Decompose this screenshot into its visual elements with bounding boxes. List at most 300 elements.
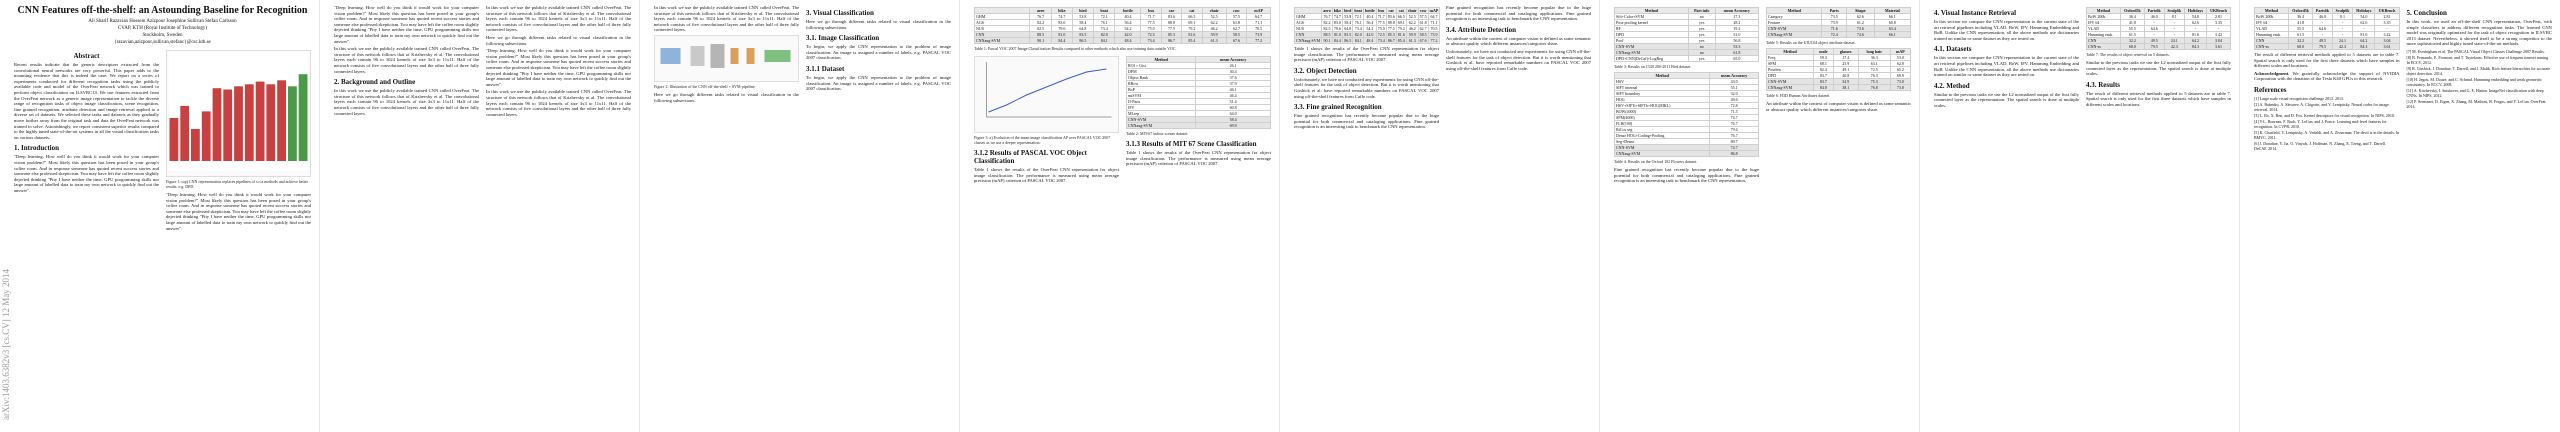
table-cell: 70.5 xyxy=(1428,26,1440,32)
table-cell: 49.5 xyxy=(2144,38,2164,44)
table-header-cell: bottle xyxy=(1364,8,1375,13)
table-cell: 40.8 xyxy=(1833,73,1858,79)
results-voc-text: Table 1 shows the results of the OverFeat CNN representation for object image classification. The performance is measured using mean average precision (mAP) criterion of PASCAL VOC 2007. xyxy=(974,167,1119,184)
table-cell: CNN xyxy=(1295,32,1322,38)
table-header-cell: Method xyxy=(1767,8,1822,14)
table-header-cell: Method xyxy=(2087,8,2121,14)
table-cell: 26.1 xyxy=(1196,63,1271,69)
reference-item: [11] A. Krizhevsky, I. Sutskever, and G. E. Hinton. ImageNet classification with deep CNNs. In NIPS, 2012. xyxy=(2406,87,2544,98)
table-header-cell: Sculp6k xyxy=(2164,8,2184,14)
figure-1-bar xyxy=(234,86,243,161)
table-6-caption: Table 6: H3D Human Attributes dataset. xyxy=(1766,93,1831,98)
table-cell: 86.5 xyxy=(1344,38,1352,43)
table-row xyxy=(1295,38,1440,44)
table-cell: 64.8 xyxy=(1344,26,1352,31)
table-cell: 62.7 xyxy=(1419,26,1427,31)
table-cell: 55.5 xyxy=(2289,26,2313,32)
table-cell: 8.1 xyxy=(2332,14,2353,20)
page-3-text-a: In this work we use the publicly available trained CNN called OverFeat. The structure of this network follows that of Krizhevsky et al. The convolutional layers each contain 96 to 1024 kernels of size 3x3 to 11x11. Half of the network consists of five convolutional layers and the other half of three fully connected layers. xyxy=(654,5,799,33)
attribute-text: An attribute within the context of computer vision is defined as some semantic or abstract quality which different instances/categories share. xyxy=(1446,35,1591,47)
table-cell: 51.0 xyxy=(1715,32,1758,38)
table-cell: 34.9 xyxy=(1833,79,1858,85)
table-header-cell: Paris6k xyxy=(2313,8,2333,14)
table-cell: 85.4 xyxy=(1397,38,1405,43)
reference-item: [9] R. Girshick, J. Donahue, T. Darrell, and J. Malik. Rich feature hierarchies for accurate object detection. 2014. xyxy=(2406,65,2551,76)
table-header-cell: mean Accuracy xyxy=(1196,57,1271,63)
table-cell: 58.5 xyxy=(1419,32,1427,37)
table-header-cell: Method xyxy=(1615,8,1689,14)
table-cell: 77.5 xyxy=(1141,20,1161,26)
table-header-cell: Oxford5k xyxy=(2289,8,2313,14)
table-cell: 88.8 xyxy=(1161,20,1181,26)
table-cell: 66.5 xyxy=(1397,14,1405,19)
pipeline-svm-block xyxy=(765,50,791,62)
table-cell: 58.5 xyxy=(1226,32,1246,38)
table-cell: 82.5 xyxy=(1323,26,1331,31)
background-heading: 2. Background and Outline xyxy=(334,78,416,87)
table-cell: 51.4 xyxy=(1196,99,1271,105)
paper-title: CNN Features off-the-shelf: an Astounding Baseline for Recognition xyxy=(17,5,308,16)
table-cell: 40.4 xyxy=(1115,14,1141,20)
table-cell: 71.5 xyxy=(1710,109,1759,115)
figure-1-bar xyxy=(191,129,200,161)
page-2-text-e: "Deep learning. How well do you think it would work for your computer vision problem?" Most likely this question has been posed in your group's coffee room. And in response someone has quoted recent success stories and someone else professed skepticism. You may have left the coffee room slightly dejected thinking "Pity I have neither the time, GPU programming skills nor large amount of labelled data to train my own network to quickly find out the answer". xyxy=(486,48,631,87)
table-cell: 46.2 xyxy=(1406,26,1418,32)
object-detection-heading: 3.2. Object Detection xyxy=(1294,66,1357,75)
table-cell: 54.2 xyxy=(1115,26,1141,32)
table-cell: 41.8 xyxy=(2120,20,2144,26)
table-cell: 67.6 xyxy=(1419,38,1427,43)
table-cell: - xyxy=(2313,20,2333,26)
table-header-cell: bus xyxy=(1378,8,1385,13)
table-cell: 3.61 xyxy=(2207,44,2231,50)
table-cell: - xyxy=(2144,20,2164,26)
results4-heading: 4.3. Results xyxy=(2086,80,2121,89)
table-cell: IFV 64 xyxy=(2255,20,2289,26)
table-cell: 73.4 xyxy=(1093,26,1115,32)
table-cell: 69.0 xyxy=(1196,123,1271,129)
table-cell: Dense HOG+Coding+Pooling xyxy=(1615,133,1710,139)
references-list-a xyxy=(2254,96,2400,151)
table-cell: 83.5 xyxy=(1072,32,1093,38)
figure-1-bar xyxy=(288,86,297,161)
table-cell: 86.7 xyxy=(1161,38,1181,44)
table-cell: 64.0 xyxy=(1196,111,1271,117)
table-cell: CNN xyxy=(2087,38,2121,44)
figure-3 xyxy=(974,56,1119,133)
table-cell: 60.8 xyxy=(1196,105,1271,111)
table-cell: yes xyxy=(1688,20,1715,26)
table-cell: 55.5 xyxy=(2120,26,2144,32)
results4-text: The result of different retrieval methods applied to 5 datasets are in table 7. Spatial search is only used for the first three datasets which have samples in different scales and locations. xyxy=(2086,90,2231,107)
author-city: Stockholm, Sweden xyxy=(142,33,183,38)
conclusion-text: In this work, we used an off-the-shelf CNN representation, OverFeat, with simple classifiers to address different recognition tasks. The learned CNN model was originally optimized for the task of object recognition in ILSVRC 2013 dataset. Nevertheless, it showed itself to be a strong competitor to the more sophisticated and highly tuned state-of-the-art methods. xyxy=(2406,19,2552,47)
table-5 xyxy=(1766,7,1911,38)
figure-3-caption: Figure 3: a) Evolution of the mean image classification AP over PASCAL VOC 2007 classes as we use a deeper representation. xyxy=(974,135,1111,145)
intro-text: "Deep learning. How well do you think it would work for your computer vision problem?" Most likely this question has been posed in your group's coffee room. And in response someone has quoted recent success stories and someone else professed skepticism. You may have left the coffee room slightly dejected thinking "Pity I have neither the time, GPU programming skills nor large amount of labelled data to train my own network to quickly find out the answer". xyxy=(14,154,159,193)
table-cell: Seg+Dense xyxy=(1615,139,1710,145)
table-cell: IFV 64 xyxy=(2087,20,2121,26)
table-cell: Pose pooling kernel xyxy=(1615,20,1689,26)
table-cell: 79.6 xyxy=(1333,26,1341,31)
table-header-cell: mean Accuracy xyxy=(1710,73,1759,79)
table-cell: 54.0 xyxy=(2184,14,2206,20)
table-cell: 3.04 xyxy=(2207,38,2231,44)
figure-1-bar xyxy=(266,84,275,161)
page-2 xyxy=(320,0,640,432)
table-cell: 76.1 xyxy=(1354,20,1362,25)
attribute-heading: 3.4. Attribute Detection xyxy=(1446,25,1516,34)
table-cell: 61.3 xyxy=(1202,38,1226,44)
table-cell: 49.1 xyxy=(1833,67,1858,73)
table-cell: 75.0 xyxy=(1377,26,1385,31)
visual-instance-text: In this section we compare the CNN representation to the current state of the art retrieval pipelines including VLAD, BoW, IFV, Hamming Embedding and BoB. Unlike the CNN representation, all the above methods use dictionaries trained on similar or same dataset as they are tested on. xyxy=(1934,19,2079,41)
page-4-right-column xyxy=(1126,54,1271,186)
table-cell: 79.5 xyxy=(2144,44,2164,50)
table-header-cell: Holidays xyxy=(2353,8,2375,14)
table-cell: 74.7 xyxy=(1051,14,1072,20)
table-cell: 84.3 xyxy=(2353,44,2375,50)
figure-1-bar xyxy=(299,74,308,161)
table-cell: 72.5 xyxy=(1858,67,1890,73)
table-cell: 81.6 xyxy=(1182,32,1202,38)
table-row xyxy=(1615,56,1759,62)
table-cell: 32.2 xyxy=(2289,38,2313,44)
table-7 xyxy=(2086,7,2231,50)
table-cell: - xyxy=(2375,26,2399,32)
table-cell: 76.1 xyxy=(1093,20,1115,26)
table-cell: 81.0 xyxy=(1051,32,1072,38)
table-cell: 83.0 xyxy=(1333,20,1341,25)
table-cell: 83.6 xyxy=(1161,14,1181,20)
table-cell: SIFT boundary xyxy=(1615,91,1710,97)
table-4-caption: Table 4: Results on the Oxford 102 Flowers dataset. xyxy=(1614,159,1698,164)
table-cell: 61.3 xyxy=(1406,38,1418,44)
table-cell: 64.7 xyxy=(1247,14,1271,20)
table-cell: - xyxy=(2184,26,2206,32)
table-header-cell: chair xyxy=(1202,8,1226,14)
table-header-cell: cat xyxy=(1396,8,1406,14)
page-2-text-c: In this work we use the publicly available trained CNN called OverFeat. The structure of this network follows that of Krizhevsky et al. The convolutional layers each contain 96 to 1024 kernels of size 3x3 to 11x11. Half of the network consists of five convolutional layers and the other half of three fully connected layers. xyxy=(486,5,631,33)
table-cell: 82.4 xyxy=(1814,67,1833,73)
table-cell: HSV xyxy=(1615,79,1710,85)
table-cell: 53.3 xyxy=(1715,44,1758,50)
table-cell: 49.5 xyxy=(2313,38,2333,44)
page-3-right-column xyxy=(806,5,951,105)
table-cell: 58.4 xyxy=(1072,20,1093,26)
table-cell: 64.8 xyxy=(1072,26,1093,32)
table-cell: yes xyxy=(1688,56,1715,62)
table-cell: 77.2 xyxy=(1428,38,1440,44)
datasets-text: In this section we compare the CNN representation to the current state of the art retrieval pipelines including VLAD, BoW, IFV, Hamming Embedding and BoB. Unlike the CNN representation, all the above methods use dictionaries trained on similar or same dataset as they are tested on. xyxy=(1934,55,2079,78)
table-cell: 37.6 xyxy=(1196,75,1271,81)
table-header-cell: bike xyxy=(1051,8,1072,14)
table-cell: 76.7 xyxy=(1710,121,1759,127)
table-cell: 75.0 xyxy=(1141,26,1161,32)
table-cell: GHM xyxy=(975,14,1030,20)
table-cell: 56.4 xyxy=(1363,20,1376,26)
acknowledgment-label: Acknowledgment. xyxy=(2254,70,2290,76)
author-affiliation: CVAP, KTH (Royal Institute of Technology) xyxy=(117,26,208,31)
table-cell: CNNaug-SVM xyxy=(1767,32,1822,38)
table-cell: 77.2 xyxy=(1247,38,1271,44)
table-header-cell: bottle xyxy=(1115,8,1141,14)
table-cell: CNN-SVM xyxy=(1127,117,1196,123)
table-cell: CNN-SVM xyxy=(1767,79,1814,85)
table-cell: 63.4 xyxy=(1874,26,1910,32)
table-header-cell: bike xyxy=(1333,8,1342,13)
table-cell: 71.7 xyxy=(1377,14,1385,19)
table-cell: 24.1 xyxy=(2332,38,2353,44)
table-cell: 74.7 xyxy=(1710,115,1759,121)
table-cell: 36.4 xyxy=(2120,14,2144,20)
table-cell: 28.2 xyxy=(1715,20,1758,26)
table-cell: 73.9 xyxy=(1247,32,1271,38)
table-cell: - xyxy=(2332,20,2353,26)
reference-item: [1] Large scale visual recognition challenge 2013. 2013. xyxy=(2254,95,2345,101)
figure-1-bar xyxy=(245,84,254,161)
table-cell: Poof xyxy=(1615,38,1689,44)
table-cell: 76.7 xyxy=(1323,14,1331,19)
table-cell: 73.9 xyxy=(1428,32,1440,38)
figure-1 xyxy=(166,50,311,177)
table-6 xyxy=(1766,48,1911,91)
figure-1-caption: Figure 1: top) CNN representation replaces pipelines of s.o.a methods and achieve better results. e.g. DPD. xyxy=(166,179,308,189)
author-emails: {razavian,azizpour,sullivan,stefanc}@csc.kth.se xyxy=(114,40,211,45)
page-5-right-column xyxy=(1446,5,1591,132)
table-row xyxy=(1615,151,1759,157)
table-cell: 62.8 xyxy=(1890,61,1910,67)
table-cell: 3.61 xyxy=(2375,44,2399,50)
table-row xyxy=(975,38,1271,44)
page-1-right-column xyxy=(166,48,311,233)
table-header-cell: cow xyxy=(1419,8,1427,13)
table-cell: 83.7 xyxy=(1814,79,1833,85)
results-mit-heading: 3.1.3 Results of MIT 67 Scene Classification xyxy=(1126,140,1257,148)
table-cell: 62.6 xyxy=(2353,20,2375,26)
table-cell: 42.0 xyxy=(1115,32,1141,38)
table-cell: - xyxy=(2207,26,2231,32)
table-cell: 54.0 xyxy=(2353,14,2375,20)
table-cell: 72.5 xyxy=(1377,32,1385,37)
table-header-row xyxy=(1767,8,1911,14)
table-cell: - xyxy=(2164,26,2184,32)
table-cell: CNNaug-SVM xyxy=(1767,85,1814,91)
table-header-cell: male xyxy=(1814,49,1833,55)
table-cell: 85.3 xyxy=(1387,32,1395,37)
table-header-cell: Method xyxy=(1767,49,1814,55)
table-cell: 43.0 xyxy=(1710,79,1759,85)
page-2-text-d: Here we go through different tasks related to visual classification in the following subsections. xyxy=(486,34,631,46)
table-cell: BoW 200k xyxy=(2087,14,2121,20)
table-header-cell: chair xyxy=(1407,8,1417,13)
figure-3-series-line xyxy=(989,69,1107,112)
table-cell: 37.9 xyxy=(1196,81,1271,87)
arxiv-stamp: arXiv:1403.6382v3 [cs.CV] 12 May 2014 xyxy=(1,269,11,420)
table-cell: 74.7 xyxy=(1333,14,1341,19)
table-cell: 64.2 xyxy=(2184,38,2206,44)
table-cell: 57.5 xyxy=(1419,14,1427,19)
page-4 xyxy=(960,0,1280,432)
table-cell: 8.1 xyxy=(2164,14,2184,20)
pipeline-fc-block xyxy=(731,48,739,64)
intro-text-continued: "Deep learning. How well do you think it would work for your computer vision problem?" Most likely this question has been posed in your group's coffee room. And in response someone has quoted recent success stories and someone else professed skepticism. You may have left the coffee room slightly dejected thinking "Pity I have neither the time, GPU programming skills nor large amount of labelled data to train my own network to quickly find out the answer". xyxy=(166,192,311,231)
reference-item: [6] J. Donahue, Y. Jia, O. Vinyals, J. Hoffman, N. Zhang, E. Tzeng, and T. Darrell. DeCAF. 2014. xyxy=(2254,140,2386,151)
page-6-text-a: Fine grained recognition has recently become popular due to the huge potential for both commercial and cataloging applications. Fine grained recognition is an interesting task to benchmark the CNN representation. xyxy=(1614,167,1759,184)
table-header-cell: UKBench xyxy=(2375,8,2399,14)
table-cell: SPM xyxy=(1767,61,1814,67)
page-7-right-column xyxy=(2086,5,2231,111)
table-cell: 52.5 xyxy=(1202,14,1226,20)
page-7 xyxy=(1920,0,2240,432)
reference-item: [8] B. Fernando, E. Fromont, and T. Tuytelaars. Effective use of frequent itemset mining. In ECCV, 2012. xyxy=(2406,54,2550,65)
visual-instance-heading: 4. Visual Instance Retrieval xyxy=(1934,9,2017,17)
table-cell: 41.8 xyxy=(2289,20,2313,26)
table-cell: 74.7 xyxy=(1710,145,1759,151)
table-cell: DPD xyxy=(1615,32,1689,38)
table-cell: 84.1 xyxy=(1354,38,1362,43)
table-cell: Hamming emb. xyxy=(2255,32,2289,38)
table-cell: 86.5 xyxy=(1072,38,1093,44)
table-cell: 61.8 xyxy=(1226,20,1246,26)
reference-item: [4] Y-L. Boureau, F. Bach, Y. LeCun, and J. Ponce. Learning mid-level features for recognition. In CVPR, 2010. xyxy=(2254,118,2387,129)
table-cell: 62.2 xyxy=(1202,20,1226,26)
table-7-caption: Table 7: The results of object retrieval on 5 datasets. xyxy=(2086,52,2170,57)
page-2-left-column xyxy=(334,5,479,119)
table-cell: 64.2 xyxy=(2353,38,2375,44)
table-cell: CNNaug-SVM xyxy=(975,38,1030,44)
table-cell: 38.1 xyxy=(1833,85,1858,91)
table-header-cell: Method xyxy=(1615,73,1710,79)
table-cell: yes xyxy=(1688,38,1715,44)
table-cell: 69.1 xyxy=(1182,20,1202,26)
table-cell: - xyxy=(2144,32,2164,38)
table-cell: MLrep xyxy=(1127,111,1196,117)
fine-grained-text: Fine grained recognition has recently become popular due to the huge potential for both commercial and cataloging applications. Fine grained recognition is an interesting task to benchmark the CNN representation. xyxy=(1294,113,1439,130)
table-cell: Feature xyxy=(1767,20,1822,26)
table-cell: 83.0 xyxy=(1051,20,1072,26)
table-cell: Freq xyxy=(1767,55,1814,61)
table-cell: CNN xyxy=(975,32,1030,38)
paper-authors xyxy=(14,18,311,46)
table-cell: AGS xyxy=(975,20,1030,26)
table-cell: 73.4 xyxy=(1141,38,1161,44)
table-cell: 53.0 xyxy=(1890,55,1910,61)
table-row xyxy=(1127,123,1271,129)
table-cell: 72.5 xyxy=(1141,32,1161,38)
table-cell: 71.7 xyxy=(1141,14,1161,20)
table-cell: 70.5 xyxy=(1247,26,1271,32)
table-cell: 79.2 xyxy=(1397,26,1405,31)
table-cell: 90.1 xyxy=(1030,38,1051,44)
page-5-left-column xyxy=(1294,5,1439,132)
table-cell: 81.6 xyxy=(1397,32,1405,37)
table-cell: 79.4 xyxy=(1710,127,1759,133)
table-cell: 77.5 xyxy=(1387,26,1395,31)
page-1-left-column xyxy=(14,48,159,233)
table-cell: 48.4 xyxy=(1363,38,1376,44)
table-cell: Hamming emb. xyxy=(2087,32,2121,38)
table-cell: 73.9 xyxy=(1822,20,1847,26)
table-cell: NUS xyxy=(1295,26,1322,32)
table-cell: 75.3 xyxy=(1858,79,1890,85)
table-cell: CNN-SVM xyxy=(1767,26,1822,32)
table-header-cell: bird xyxy=(1344,8,1352,13)
page-6-text-b: An attribute within the context of computer vision is defined as some semantic or abstract quality which different instances/categories share. xyxy=(1766,101,1911,112)
figure-2-pipeline xyxy=(655,36,798,76)
table-cell: RF xyxy=(1615,26,1689,32)
table-cell: 66.5 xyxy=(1182,14,1202,20)
page-5-text-c: Unfortunately, we have not conducted any experiments for using CNN off-the-shelf features for the task of object detection. But it is worth mentioning that Girshick et al. have reported remarkable numbers on PASCAL VOC 2007 using off-the-shelf features from Caffe code. xyxy=(1446,48,1591,71)
table-cell: 46.4 xyxy=(1196,93,1271,99)
table-header-cell: mAP xyxy=(1429,8,1439,13)
table-header-cell: Oxford5k xyxy=(2120,8,2144,14)
page-3-text-b: Here we go through different tasks related to visual classification in the following subsections. xyxy=(654,91,799,103)
table-cell: 74.6 xyxy=(1847,32,1874,38)
table-cell: 82.2 xyxy=(1323,20,1331,25)
table-cell: 86.8 xyxy=(1710,151,1759,157)
table-cell: 58.4 xyxy=(1344,20,1352,25)
table-cell: 73.4 xyxy=(1377,38,1385,43)
table-cell: 68.0 xyxy=(2289,44,2313,50)
table-cell: 62.2 xyxy=(1406,20,1418,26)
table-cell: 79.6 xyxy=(1051,26,1072,32)
table-cell: 84.4 xyxy=(1051,38,1072,44)
table-cell: 24.1 xyxy=(2164,38,2184,44)
page-8 xyxy=(2240,0,2560,432)
table-cell: VLAD xyxy=(2255,26,2289,32)
table-cell: 73.5 xyxy=(1822,14,1847,20)
table-cell: 79.2 xyxy=(1182,26,1202,32)
author-names: Ali Sharif Razavian Hossein Azizpour Josephine Sullivan Stefan Carlsson xyxy=(88,19,237,24)
table-cell: 88.8 xyxy=(1387,20,1395,25)
table-header-cell: Parts xyxy=(1822,8,1847,14)
table-cell: 46.0 xyxy=(2144,14,2164,20)
table-cell: 84.1 xyxy=(1093,38,1115,44)
table-cell: 54.2 xyxy=(1363,26,1376,32)
figure-1-bar xyxy=(170,118,179,161)
page-8-right-column xyxy=(2407,5,2553,152)
figure-1-bar-chart xyxy=(167,51,310,171)
table-cell: 76.3 xyxy=(1858,73,1890,79)
table-1 xyxy=(974,7,1271,44)
table-cell: 80.7 xyxy=(1710,139,1759,145)
table-cell: BiCos seg xyxy=(1615,127,1710,133)
table-header-cell: bird xyxy=(1072,8,1093,14)
table-cell: 85.4 xyxy=(1182,38,1202,44)
table-header-cell: UKBench xyxy=(2207,8,2231,14)
page-2-right-column xyxy=(486,5,631,119)
table-row xyxy=(1767,85,1911,91)
table-cell: 63.1 xyxy=(1858,61,1890,67)
table-cell: 66.1 xyxy=(1874,14,1910,20)
table-cell: 76.8 xyxy=(1858,85,1890,91)
table-cell: 32.0 xyxy=(1710,91,1759,97)
page-5-text-b: Fine grained recognition has recently become popular due to the huge potential for both commercial and cataloging applications. Fine grained recognition is an interesting task to benchmark the CNN representation. xyxy=(1446,5,1591,22)
table-cell: 79.5 xyxy=(2313,44,2333,50)
table-cell: 42.3 xyxy=(2332,44,2353,50)
abstract-heading: Abstract xyxy=(73,52,100,60)
table-cell: 82.0 xyxy=(1093,32,1115,38)
table-header-cell: Shape xyxy=(1847,8,1874,14)
table-cell: 71.1 xyxy=(1247,20,1271,26)
table-cell: 49.6 xyxy=(1710,97,1759,103)
table-cell: 36.4 xyxy=(2289,14,2313,20)
table-header-cell: aero xyxy=(1030,8,1051,14)
table-cell: SPM(4000) xyxy=(1615,115,1710,121)
table-cell: 71.6 xyxy=(1822,26,1847,32)
table-cell: 46.0 xyxy=(2313,14,2333,20)
